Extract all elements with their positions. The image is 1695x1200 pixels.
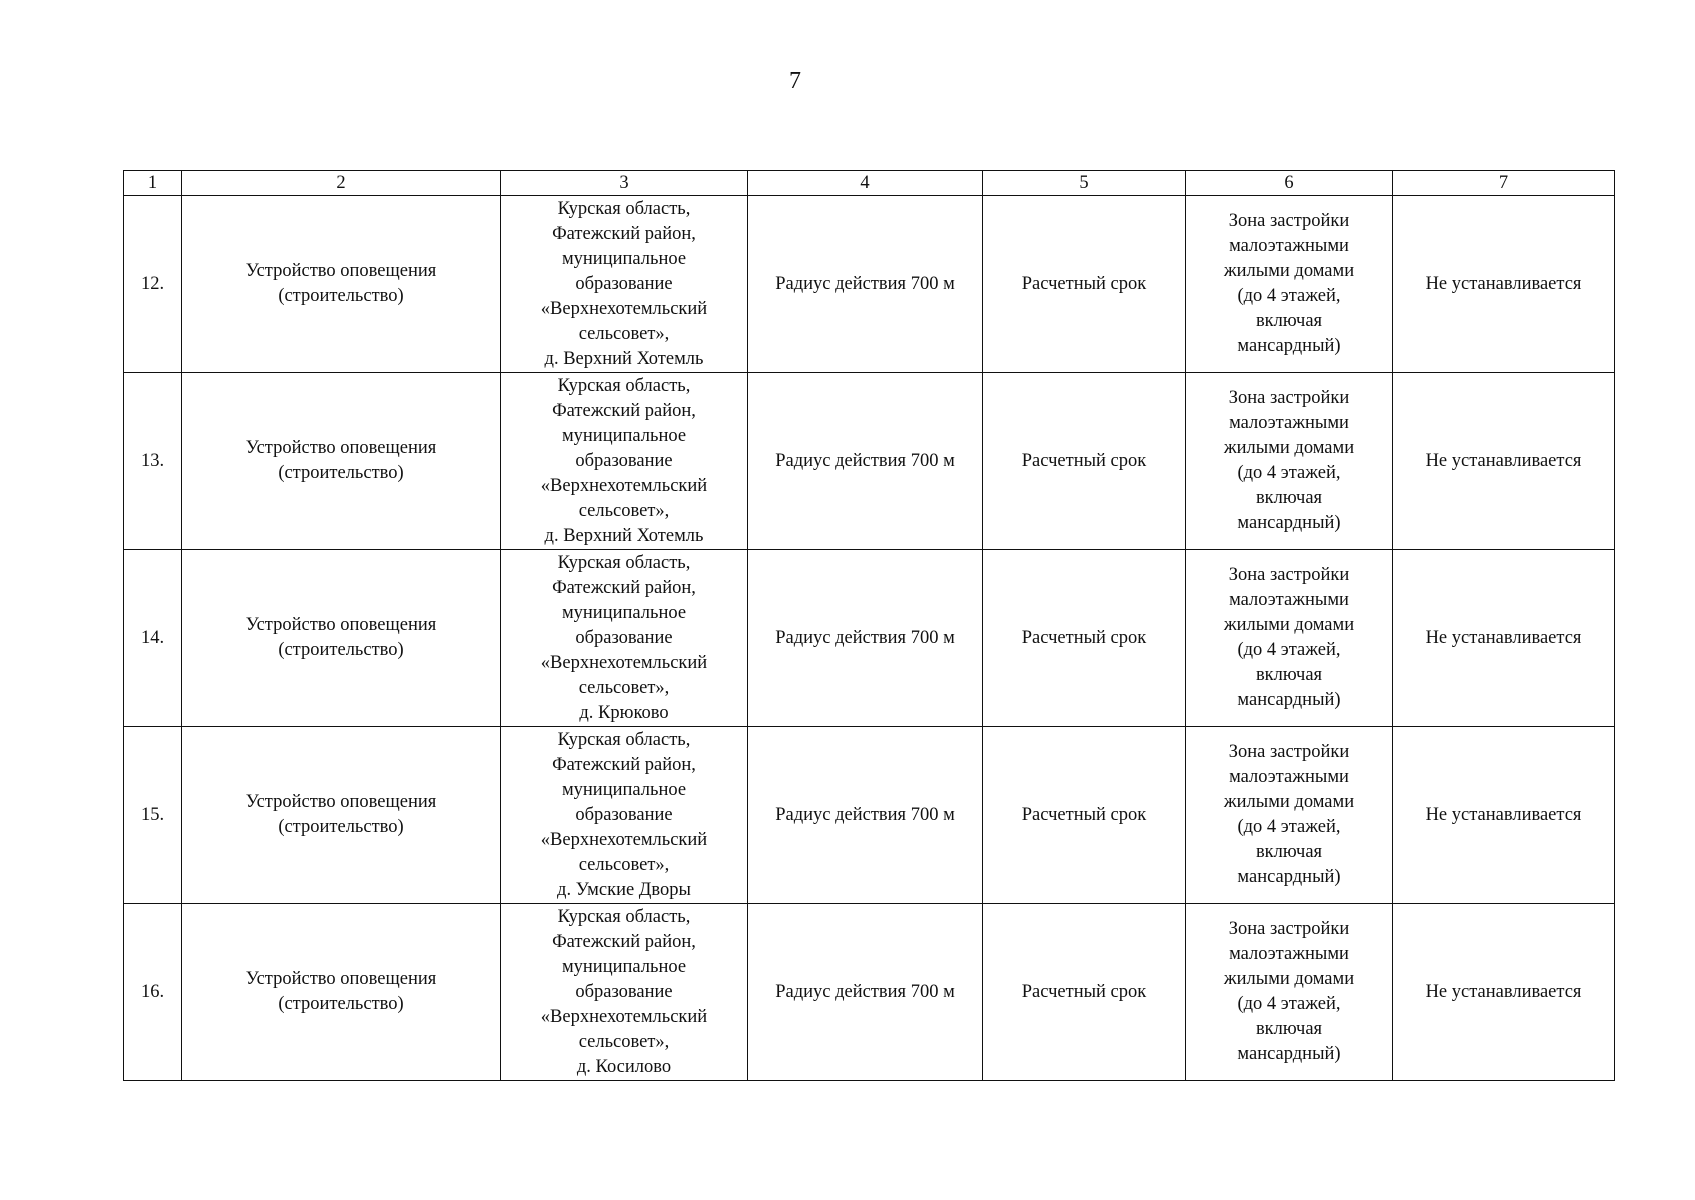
object-name-cell	[182, 904, 501, 1081]
zone-cell-line: Зона застройки	[1228, 211, 1350, 231]
zone-cell-line: жилыми домами	[1223, 969, 1355, 989]
zone-cell-line: малоэтажными	[1229, 236, 1349, 256]
zone-cell-line: включая	[1255, 842, 1323, 862]
facilities-table	[123, 170, 1615, 1081]
location-cell-line: Курская область,	[557, 375, 691, 396]
location-cell-line: Курская область,	[557, 552, 691, 573]
zone-cell-line: включая	[1255, 311, 1323, 331]
object-name-cell-line: Устройство оповещения	[245, 969, 437, 989]
location-cell-line: муниципальное	[561, 779, 687, 800]
table-row	[124, 373, 1615, 550]
location-cell-line: д. Косилово	[576, 1056, 672, 1077]
restriction-cell: Не устанавливается	[1393, 373, 1615, 550]
column-header: 7	[1393, 171, 1615, 196]
characteristic-cell: Радиус действия 700 м	[748, 727, 983, 904]
characteristic-cell: Радиус действия 700 м	[748, 373, 983, 550]
location-cell-line: Фатежский район,	[552, 223, 696, 244]
row-number-cell: 13.	[124, 373, 182, 550]
object-name-cell-line: (строительство)	[278, 463, 404, 483]
location-cell-line: сельсовет»,	[578, 323, 670, 344]
table-row	[124, 904, 1615, 1081]
location-cell	[501, 550, 748, 727]
object-name-cell-line: Устройство оповещения	[245, 792, 437, 812]
zone-cell-line: мансардный)	[1237, 336, 1341, 356]
location-cell-line: д. Крюково	[579, 702, 669, 723]
location-cell-line: сельсовет»,	[578, 500, 670, 521]
location-cell-line: Фатежский район,	[552, 931, 696, 952]
object-name-cell-line: (строительство)	[278, 817, 404, 837]
zone-cell-line: мансардный)	[1237, 690, 1341, 710]
zone-cell-line: жилыми домами	[1223, 792, 1355, 812]
zone-cell-line: Зона застройки	[1228, 742, 1350, 762]
column-header: 5	[983, 171, 1186, 196]
location-cell-line: «Верхнехотемльский	[540, 1006, 708, 1027]
zone-cell-line: мансардный)	[1237, 867, 1341, 887]
location-cell-line: д. Верхний Хотемль	[544, 525, 704, 546]
zone-cell-line: малоэтажными	[1229, 767, 1349, 787]
location-cell-line: Курская область,	[557, 729, 691, 750]
location-cell-line: Фатежский район,	[552, 400, 696, 421]
characteristic-cell: Радиус действия 700 м	[748, 550, 983, 727]
column-header: 6	[1186, 171, 1393, 196]
row-number-cell: 16.	[124, 904, 182, 1081]
zone-cell	[1186, 904, 1393, 1081]
zone-cell	[1186, 550, 1393, 727]
object-name-cell	[182, 373, 501, 550]
object-name-cell-line: (строительство)	[278, 640, 404, 660]
term-cell: Расчетный срок	[983, 550, 1186, 727]
zone-cell-line: мансардный)	[1237, 513, 1341, 533]
location-cell	[501, 196, 748, 373]
location-cell-line: д. Умские Дворы	[557, 879, 691, 900]
zone-cell-line: жилыми домами	[1223, 261, 1355, 281]
term-cell: Расчетный срок	[983, 904, 1186, 1081]
zone-cell-line: жилыми домами	[1223, 438, 1355, 458]
object-name-cell-line: Устройство оповещения	[245, 615, 437, 635]
term-cell: Расчетный срок	[983, 373, 1186, 550]
object-name-cell-line: Устройство оповещения	[245, 261, 437, 281]
location-cell-line: образование	[575, 804, 673, 825]
column-header: 1	[124, 171, 182, 196]
object-name-cell-line: (строительство)	[278, 994, 404, 1014]
location-cell-line: сельсовет»,	[578, 854, 670, 875]
location-cell-line: муниципальное	[561, 602, 687, 623]
location-cell-line: Курская область,	[557, 906, 691, 927]
zone-cell-line: жилыми домами	[1223, 615, 1355, 635]
row-number-cell: 14.	[124, 550, 182, 727]
zone-cell-line: малоэтажными	[1229, 590, 1349, 610]
table-body	[124, 171, 1615, 1081]
zone-cell-line: мансардный)	[1237, 1044, 1341, 1064]
location-cell-line: сельсовет»,	[578, 1031, 670, 1052]
object-name-cell-line: (строительство)	[278, 286, 404, 306]
location-cell-line: образование	[575, 273, 673, 294]
restriction-cell: Не устанавливается	[1393, 196, 1615, 373]
location-cell-line: Курская область,	[557, 198, 691, 219]
zone-cell-line: включая	[1255, 488, 1323, 508]
zone-cell	[1186, 196, 1393, 373]
zone-cell	[1186, 727, 1393, 904]
zone-cell-line: (до 4 этажей,	[1237, 640, 1341, 660]
column-header: 4	[748, 171, 983, 196]
column-header: 3	[501, 171, 748, 196]
term-cell: Расчетный срок	[983, 196, 1186, 373]
characteristic-cell: Радиус действия 700 м	[748, 904, 983, 1081]
object-name-cell	[182, 550, 501, 727]
term-cell: Расчетный срок	[983, 727, 1186, 904]
zone-cell-line: Зона застройки	[1228, 565, 1350, 585]
zone-cell-line: малоэтажными	[1229, 413, 1349, 433]
restriction-cell: Не устанавливается	[1393, 550, 1615, 727]
object-name-cell	[182, 196, 501, 373]
zone-cell-line: (до 4 этажей,	[1237, 286, 1341, 306]
zone-cell-line: Зона застройки	[1228, 919, 1350, 939]
restriction-cell: Не устанавливается	[1393, 727, 1615, 904]
location-cell-line: муниципальное	[561, 248, 687, 269]
zone-cell-line: включая	[1255, 1019, 1323, 1039]
location-cell-line: муниципальное	[561, 956, 687, 977]
location-cell-line: образование	[575, 450, 673, 471]
location-cell-line: муниципальное	[561, 425, 687, 446]
location-cell	[501, 904, 748, 1081]
zone-cell-line: включая	[1255, 665, 1323, 685]
zone-cell-line: малоэтажными	[1229, 944, 1349, 964]
header-row	[124, 171, 1615, 196]
location-cell	[501, 727, 748, 904]
location-cell-line: «Верхнехотемльский	[540, 298, 708, 319]
location-cell-line: д. Верхний Хотемль	[544, 348, 704, 369]
row-number-cell: 12.	[124, 196, 182, 373]
restriction-cell: Не устанавливается	[1393, 904, 1615, 1081]
location-cell-line: «Верхнехотемльский	[540, 652, 708, 673]
location-cell	[501, 373, 748, 550]
table-row	[124, 550, 1615, 727]
table-row	[124, 196, 1615, 373]
zone-cell-line: (до 4 этажей,	[1237, 817, 1341, 837]
location-cell-line: образование	[575, 627, 673, 648]
zone-cell	[1186, 373, 1393, 550]
zone-cell-line: (до 4 этажей,	[1237, 994, 1341, 1014]
location-cell-line: образование	[575, 981, 673, 1002]
location-cell-line: сельсовет»,	[578, 677, 670, 698]
column-header: 2	[182, 171, 501, 196]
row-number-cell: 15.	[124, 727, 182, 904]
location-cell-line: Фатежский район,	[552, 577, 696, 598]
table-row	[124, 727, 1615, 904]
object-name-cell-line: Устройство оповещения	[245, 438, 437, 458]
page-number: 7	[789, 68, 801, 94]
location-cell-line: «Верхнехотемльский	[540, 475, 708, 496]
characteristic-cell: Радиус действия 700 м	[748, 196, 983, 373]
location-cell-line: «Верхнехотемльский	[540, 829, 708, 850]
location-cell-line: Фатежский район,	[552, 754, 696, 775]
object-name-cell	[182, 727, 501, 904]
zone-cell-line: (до 4 этажей,	[1237, 463, 1341, 483]
zone-cell-line: Зона застройки	[1228, 388, 1350, 408]
